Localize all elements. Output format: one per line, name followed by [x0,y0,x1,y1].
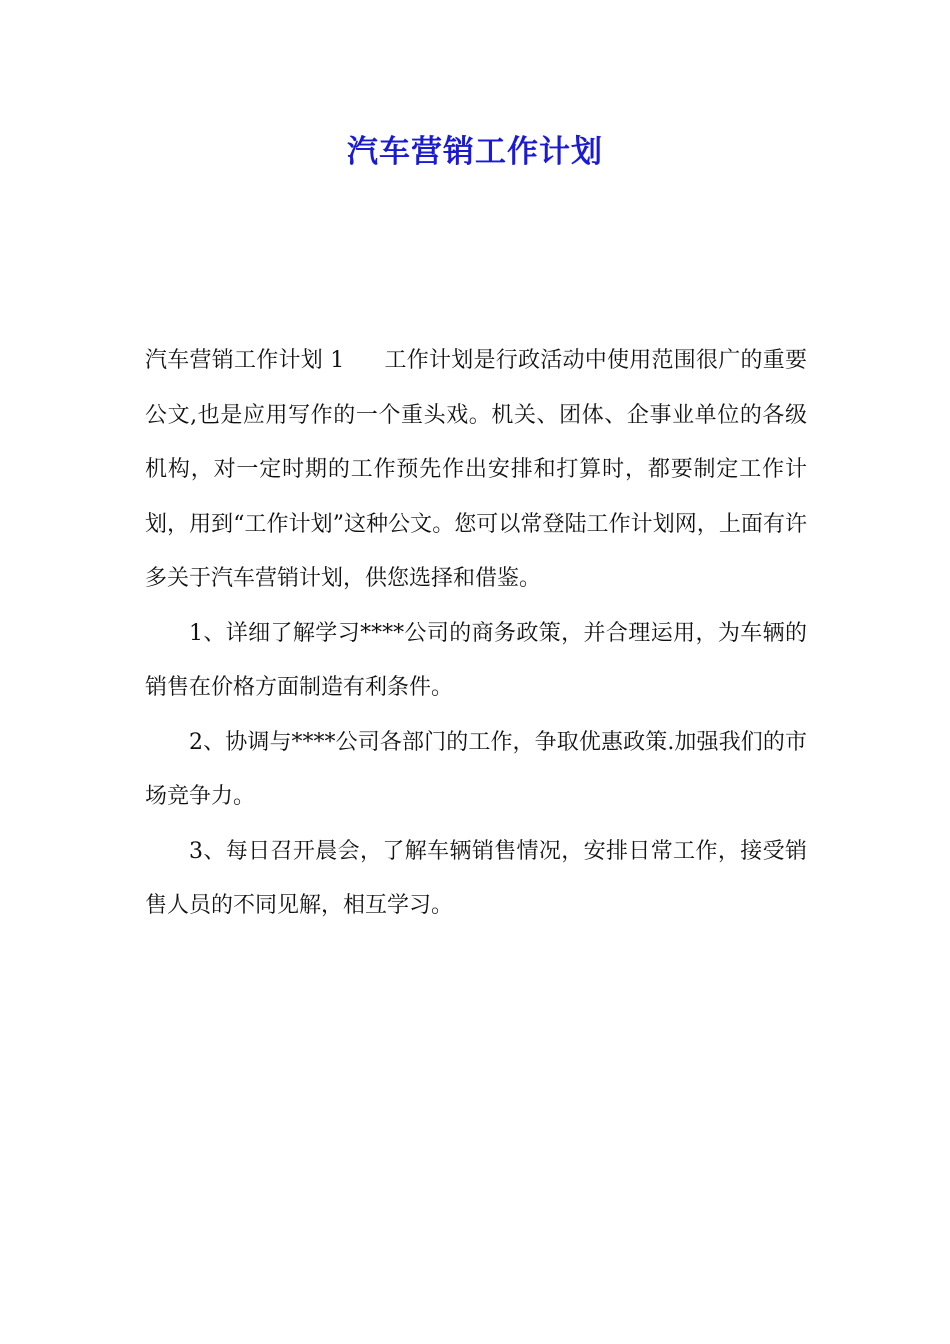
document-body [145,334,807,934]
list-item-2: 2、协调与****公司各部门的工作，争取优惠政策.加强我们的市场竞争力。 [145,729,807,809]
list-item-3: 3、每日召开晨会，了解车辆销售情况，安排日常工作，接受销售人员的不同见解，相互学习。 [145,838,807,918]
list-item-1: 1、详细了解学习****公司的商务政策，并合理运用，为车辆的销售在价格方面制造有利条件。 [145,620,807,700]
intro-heading: 汽车营销工作计划 1 [145,348,345,373]
intro-text: 工作计划是行政活动中使用范围很广的重要公文,也是应用写作的一个重头戏。机关、团体、企事业单位的各级机构，对一定时期的工作预先作出安排和打算时，都要制定工作计划，用到“工作计划”这种公文。您可以常登陆工作计划网，上面有许多关于汽车营销计划，供您选择和借鉴。 [145,348,807,591]
document-title: 汽车营销工作计划 [347,134,603,170]
intro-paragraph [145,334,807,607]
